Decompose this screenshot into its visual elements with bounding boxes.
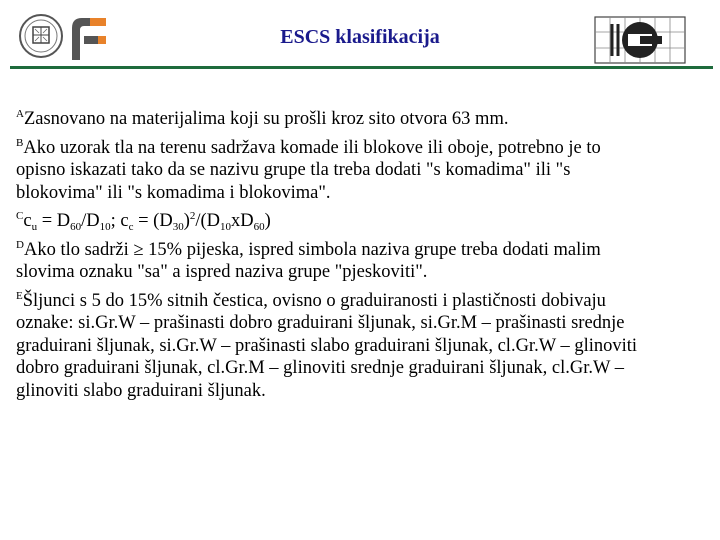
footnotes-body [16, 108, 702, 408]
footnote-a [16, 108, 702, 131]
footnote-text: glinoviti slabo graduirani šljunak. [16, 380, 266, 401]
footnote-text: blokovima" ili "s komadima i blokovima". [16, 182, 331, 203]
footnote-text: opisno iskazati tako da se nazivu grupe tla treba dodati "s komadima" ili "s [16, 160, 571, 180]
footnote-d [16, 239, 702, 284]
footnote-e [16, 290, 702, 403]
header-divider [10, 66, 713, 69]
footnote-marker: C [16, 210, 24, 222]
footnote-text: dobro graduirani šljunak, cl.Gr.M – glinoviti srednje graduirani šljunak, cl.Gr.W – [16, 358, 624, 378]
slide-title: ESCS klasifikacija [280, 26, 440, 48]
footnote-text: Ako tlo sadrži ≥ 15% pijeska, ispred simbola naziva grupe treba dodati malim [23, 239, 601, 260]
institute-grid-logo [594, 16, 686, 64]
footnote-text: graduirani šljunak, si.Gr.W – prašinasti slabo graduirani šljunak, cl.Gr.W – glinoviti [16, 335, 638, 356]
footnote-marker: E [16, 289, 23, 302]
slide-header [0, 0, 720, 70]
footnote-text: slovima oznaku "sa" a ispred naziva grupe "pjeskoviti". [16, 262, 428, 282]
footnote-marker: A [16, 108, 24, 120]
footnote-text: Šljunci s 5 do 15% sitnih čestica, ovisno o graduiranosti i plastičnosti dobivaju [22, 290, 606, 311]
footnote-marker: B [16, 136, 24, 149]
footnote-text: oznake: si.Gr.W – prašinasti dobro graduirani šljunak, si.Gr.M – prašinasti srednje [16, 313, 625, 333]
footnote-text: Zasnovano na materijalima koji su prošli kroz sito otvora 63 mm. [23, 109, 509, 129]
footnote-text: Ako uzorak tla na terenu sadržava komade ili blokove ili oboje, potrebno je to [23, 137, 601, 158]
footnote-b [16, 137, 702, 205]
formula-line: $^Cc_u = D_{60}/D_{10}$; $c_c = (D_{30})^2/(D_{10}xD_{60})$ [16, 210, 271, 233]
footnote-marker: D [16, 238, 24, 251]
footnote-c [16, 210, 702, 233]
